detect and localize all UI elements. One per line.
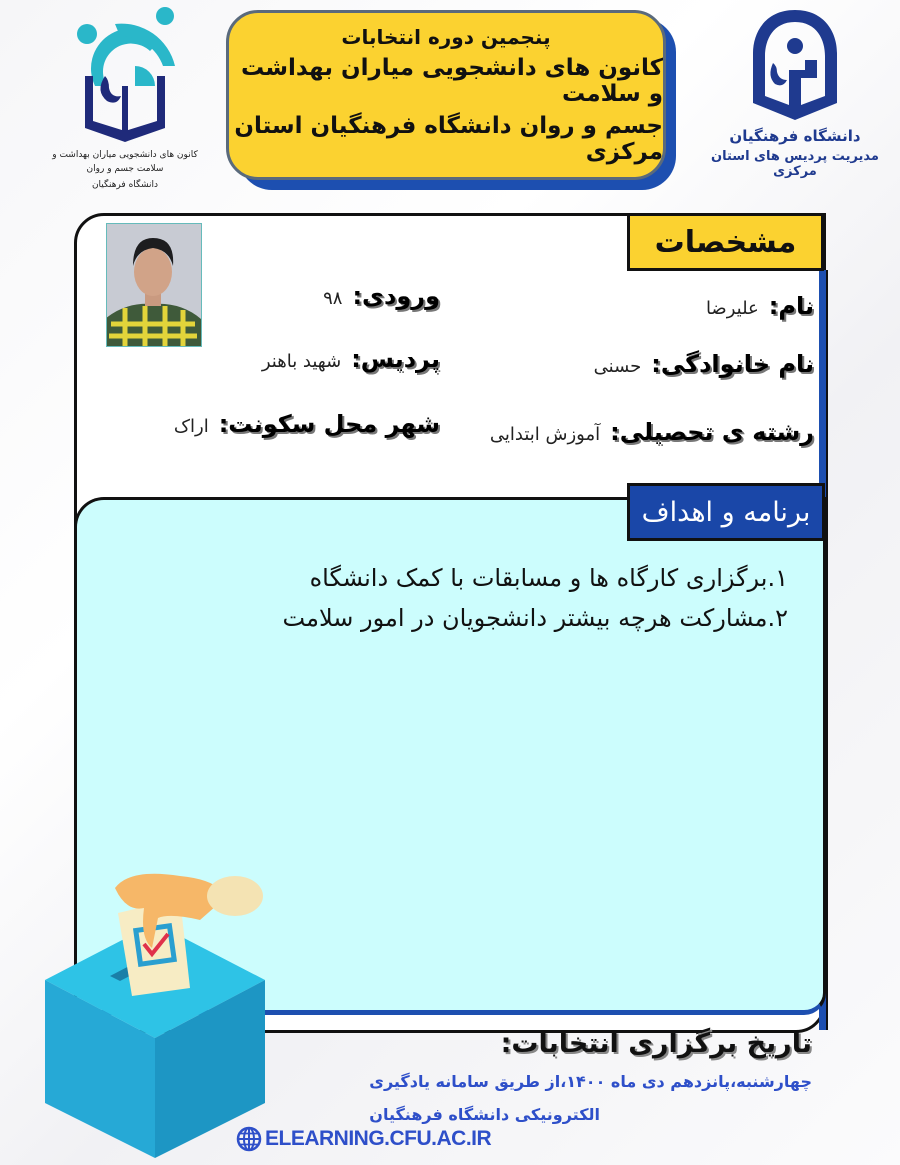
entry-year-value: ۹۸ bbox=[323, 288, 343, 309]
election-date-line-1: چهارشنبه،پانزدهم دی ماه ۱۴۰۰،از طریق سامانه یادگیری bbox=[369, 1072, 812, 1091]
campus-value: شهید باهنر bbox=[261, 351, 342, 372]
field-entry-year bbox=[323, 282, 440, 310]
health-club-logo bbox=[40, 6, 210, 196]
farhangian-university-logo bbox=[700, 8, 890, 198]
right-logo-caption-2: مدیریت پردیس های استان مرکزی bbox=[711, 149, 879, 179]
field-major bbox=[490, 418, 814, 446]
field-family-name bbox=[594, 350, 814, 378]
name-label: نام: bbox=[768, 292, 814, 320]
banner-line-1: پنجمین دوره انتخابات bbox=[341, 25, 551, 49]
city-value: اراک bbox=[173, 416, 209, 437]
field-city bbox=[174, 410, 440, 438]
ballot-box-illustration bbox=[40, 858, 270, 1158]
name-value: علیرضا bbox=[705, 298, 759, 319]
program-section-title: برنامه و اهداف bbox=[627, 483, 825, 541]
specs-section-title: مشخصات bbox=[627, 213, 824, 271]
field-name bbox=[706, 292, 814, 320]
person-photo-icon bbox=[106, 224, 201, 347]
election-date-line-2: الکترونیکی دانشگاه فرهنگیان bbox=[369, 1105, 600, 1124]
goals-list bbox=[128, 558, 788, 638]
city-label: شهر محل سکونت: bbox=[218, 410, 440, 438]
family-name-value: حسنی bbox=[593, 356, 642, 377]
candidate-photo bbox=[106, 223, 202, 347]
left-logo-caption-2: دانشگاه فرهنگیان bbox=[91, 180, 159, 190]
election-banner bbox=[226, 10, 666, 180]
field-campus bbox=[262, 345, 440, 373]
right-logo-caption-1: دانشگاه فرهنگیان bbox=[729, 127, 861, 145]
major-value: آموزش ابتدایی bbox=[489, 424, 601, 445]
left-logo-caption-1: کانون های دانشجویی میاران بهداشت و سلامت جسم و روان bbox=[52, 150, 198, 174]
globe-icon bbox=[236, 1126, 262, 1152]
university-emblem-icon bbox=[745, 8, 845, 123]
banner-line-3: جسم و روان دانشگاه فرهنگیان استان مرکزی bbox=[234, 113, 663, 165]
website-url[interactable]: ELEARNING.CFU.AC.IR bbox=[265, 1127, 492, 1150]
major-label: رشته ی تحصیلی: bbox=[610, 418, 814, 446]
entry-year-label: ورودی: bbox=[352, 282, 440, 310]
goal-item: ۲.مشارکت هرچه بیشتر دانشجویان در امور سلامت bbox=[282, 604, 788, 632]
family-name-label: نام خانوادگی: bbox=[651, 350, 814, 378]
health-club-emblem-icon bbox=[65, 6, 185, 146]
election-date-title: تاریخ برگزاری انتخابات: bbox=[500, 1028, 812, 1059]
goal-item: ۱.برگزاری کارگاه ها و مسابقات با کمک دانشگاه bbox=[309, 564, 788, 592]
ballot-box-icon bbox=[40, 858, 270, 1158]
website-link[interactable] bbox=[236, 1126, 491, 1152]
banner-line-2: کانون های دانشجویی میاران بهداشت و سلامت bbox=[241, 55, 663, 107]
campus-label: پردیس: bbox=[351, 345, 440, 373]
